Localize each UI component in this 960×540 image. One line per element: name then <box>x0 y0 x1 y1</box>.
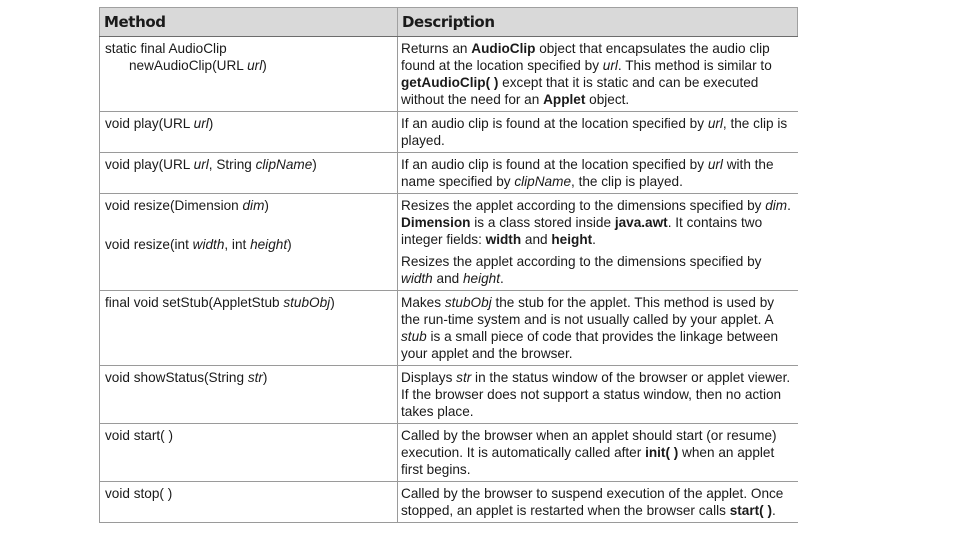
method-signature <box>105 294 393 311</box>
method-table <box>99 7 798 523</box>
text-span: in the status window of the browser or applet viewer. If the browser does not support a status window, then no action takes place. <box>401 370 791 419</box>
description-cell <box>398 153 798 194</box>
text-span: Returns an <box>401 41 472 56</box>
method-signature <box>105 369 393 386</box>
text-span: . This method is similar to <box>617 58 772 73</box>
bold-text: AudioClip <box>471 41 536 56</box>
text-span: newAudioClip(URL <box>129 58 248 73</box>
text-span: object that encapsulates the audio clip found at the location specified by <box>401 41 770 73</box>
text-span: . <box>787 198 791 213</box>
text-span: void start( ) <box>105 428 173 443</box>
text-span: ) <box>330 295 335 310</box>
bold-text: getAudioClip( ) <box>401 75 499 90</box>
italic-text: stubObj <box>283 295 331 310</box>
table-body <box>100 37 798 523</box>
italic-text: clipName <box>514 174 572 189</box>
table-row <box>100 37 798 112</box>
bold-text: init( ) <box>645 445 679 460</box>
method-signature <box>105 485 393 502</box>
description-text <box>401 156 794 190</box>
text-span: , String <box>208 157 256 172</box>
italic-text: stubObj <box>444 295 492 310</box>
italic-text: height <box>462 271 501 286</box>
header-method: Method <box>100 8 398 37</box>
text-span: void resize(int <box>105 237 193 252</box>
table-row <box>100 153 798 194</box>
italic-text: url <box>602 58 618 73</box>
method-signature <box>105 40 393 57</box>
description-cell <box>398 424 798 482</box>
method-signature <box>105 156 393 173</box>
text-span: and <box>432 271 463 286</box>
table-row <box>100 194 798 291</box>
method-cell <box>100 366 398 424</box>
description-cell <box>398 291 798 366</box>
method-signature <box>105 115 393 132</box>
text-span: . <box>500 271 504 286</box>
italic-text: height <box>250 237 288 252</box>
method-cell <box>100 291 398 366</box>
text-span: . It contains two integer fields: <box>401 215 763 247</box>
description-text <box>401 485 794 519</box>
method-signature <box>105 427 393 444</box>
method-signature <box>105 197 393 214</box>
table-row <box>100 366 798 424</box>
text-span: void stop( ) <box>105 486 173 501</box>
italic-text: width <box>401 271 433 286</box>
description-text <box>401 427 794 478</box>
description-cell <box>398 194 798 291</box>
method-signature <box>105 236 393 253</box>
text-span: ) <box>262 370 268 385</box>
text-span: If an audio clip is found at the location specified by <box>401 116 708 131</box>
text-span: void resize(Dimension <box>105 198 243 213</box>
text-span: , the clip is played. <box>401 116 788 148</box>
text-span: ) <box>287 237 292 252</box>
method-cell <box>100 194 398 291</box>
description-cell <box>398 482 798 523</box>
method-cell <box>100 482 398 523</box>
description-text <box>401 369 794 420</box>
italic-text: stub <box>401 329 427 344</box>
text-span: ) <box>208 116 214 131</box>
text-span: ) <box>312 157 317 172</box>
italic-text: url <box>193 157 209 172</box>
text-span: ) <box>262 58 267 73</box>
text-span: Displays <box>401 370 457 385</box>
method-signature <box>105 57 393 74</box>
italic-text: dim <box>242 198 265 213</box>
text-span: void showStatus(String <box>105 370 248 385</box>
header-row <box>100 8 798 37</box>
table-row <box>100 424 798 482</box>
text-span: the stub for the applet. This method is used by the run-time system and is not usually called by your applet. A <box>401 295 775 327</box>
text-span: Called by the browser to suspend execution of the applet. Once stopped, an applet is restarted when the browser calls <box>401 486 784 518</box>
description-text <box>401 115 794 149</box>
text-span: If an audio clip is found at the location specified by <box>401 157 708 172</box>
italic-text: clipName <box>255 157 313 172</box>
bold-text: start( ) <box>729 503 772 518</box>
text-span: void play(URL <box>105 116 194 131</box>
bold-text: Applet <box>543 92 586 107</box>
text-span: Resizes the applet according to the dimensions specified by <box>401 254 762 269</box>
text-span: final void setStub(AppletStub <box>105 295 284 310</box>
method-cell <box>100 153 398 194</box>
method-cell <box>100 424 398 482</box>
text-span: Called by the browser when an applet should start (or resume) execution. It is automatically called after <box>401 428 777 460</box>
table-row <box>100 112 798 153</box>
italic-text: url <box>707 116 723 131</box>
bold-text: Dimension <box>401 215 471 230</box>
description-cell <box>398 37 798 112</box>
bold-text: java.awt <box>614 215 668 230</box>
italic-text: url <box>707 157 723 172</box>
description-cell <box>398 366 798 424</box>
text-span: static final AudioClip <box>105 41 227 56</box>
italic-text: str <box>247 370 263 385</box>
description-cell <box>398 112 798 153</box>
italic-text: dim <box>765 198 788 213</box>
spacer <box>105 214 393 236</box>
text-span: is a class stored inside <box>470 215 615 230</box>
text-span: and <box>521 232 552 247</box>
text-span: Resizes the applet according to the dimensions specified by <box>401 198 766 213</box>
text-span: . <box>772 503 776 518</box>
text-span: ) <box>264 198 269 213</box>
text-span: . <box>592 232 596 247</box>
text-span: void play(URL <box>105 157 194 172</box>
text-span: when an applet first begins. <box>401 445 775 477</box>
text-span: except that it is static and can be executed without the need for an <box>401 75 759 107</box>
method-cell <box>100 112 398 153</box>
description-text <box>401 253 794 287</box>
text-span: is a small piece of code that provides the linkage between your applet and the browser. <box>401 329 779 361</box>
italic-text: width <box>192 237 225 252</box>
italic-text: str <box>456 370 472 385</box>
description-text <box>401 294 794 362</box>
text-span: Makes <box>401 295 445 310</box>
bold-text: width <box>485 232 522 247</box>
bold-text: height <box>551 232 593 247</box>
description-text <box>401 40 794 108</box>
description-text <box>401 197 794 248</box>
text-span: , int <box>224 237 251 252</box>
text-span: , the clip is played. <box>571 174 683 189</box>
method-cell <box>100 37 398 112</box>
table-row <box>100 291 798 366</box>
header-description: Description <box>398 8 798 37</box>
table-row <box>100 482 798 523</box>
text-span: with the name specified by <box>401 157 774 189</box>
italic-text: url <box>247 58 263 73</box>
text-span: object. <box>585 92 630 107</box>
table-header <box>100 8 798 37</box>
italic-text: url <box>193 116 209 131</box>
